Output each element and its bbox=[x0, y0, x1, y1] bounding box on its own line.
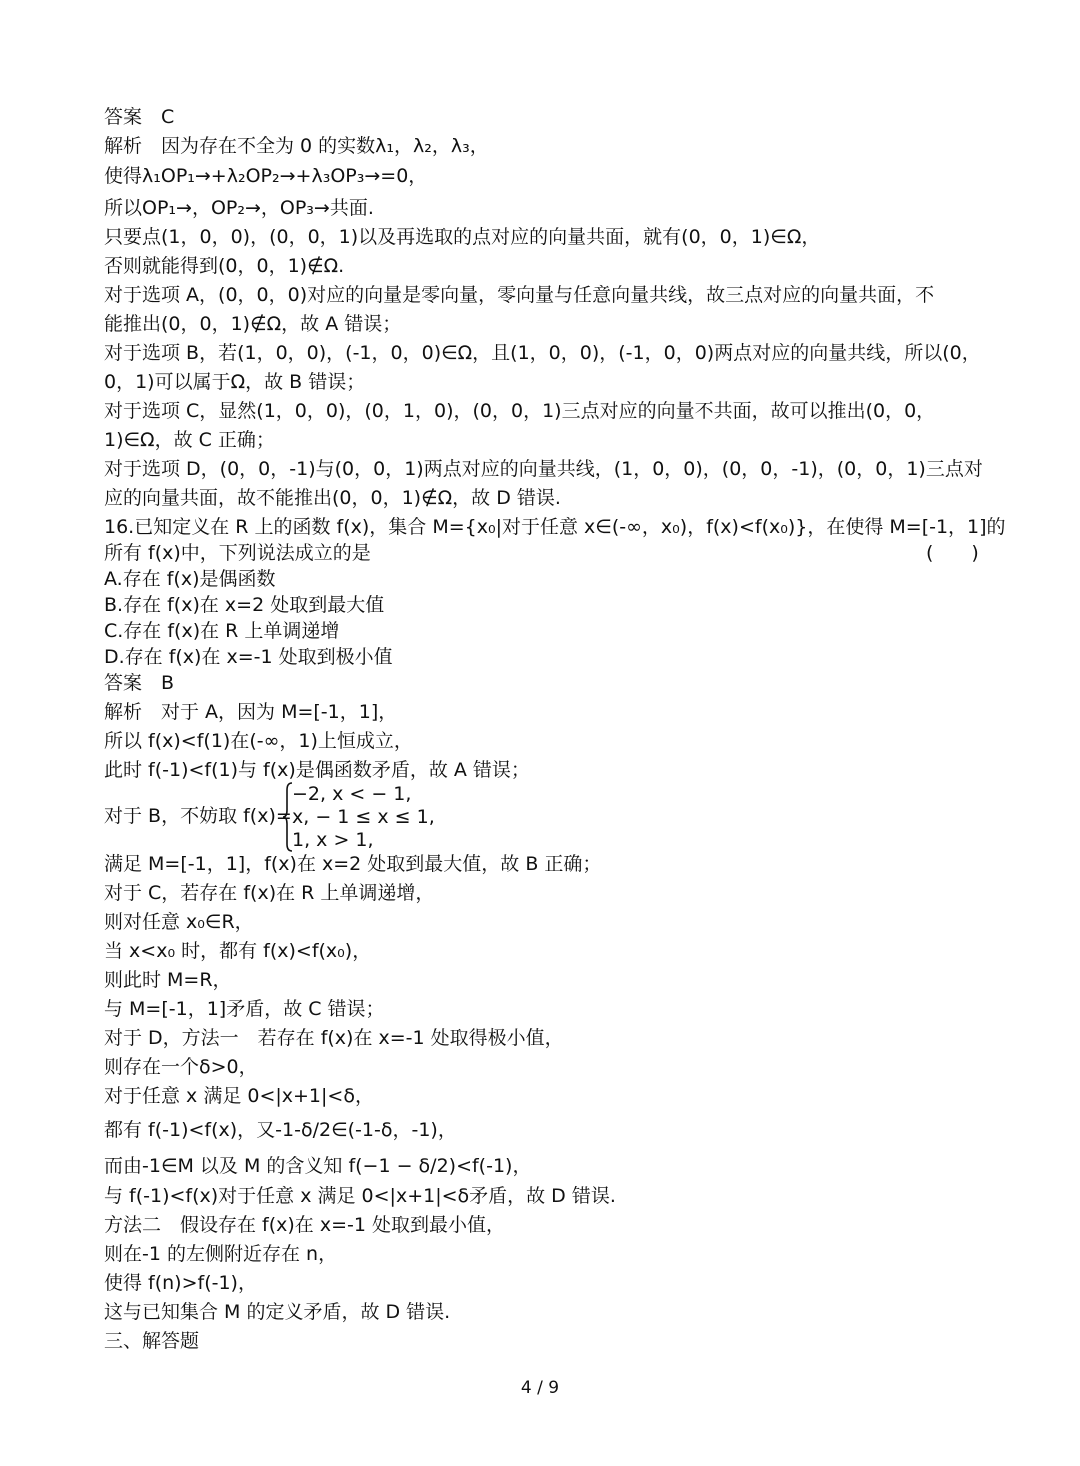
analysis-1-line: 只要点(1，0，0)，(0，0，1)以及再选取的点对应的向量共面，就有(0，0，1)∈Ω， bbox=[104, 226, 821, 248]
analysis-16-line: 对于 C，若存在 f(x)在 R 上单调递增， bbox=[104, 882, 435, 904]
analysis-16-line: 与 f(-1)<f(x)对于任意 x 满足 0<|x+1|<δ矛盾，故 D 错误. bbox=[104, 1185, 616, 1207]
analysis-16-line: 使得 f(n)>f(-1)， bbox=[104, 1272, 257, 1294]
analysis-16-line: 对于任意 x 满足 0<|x+1|<δ， bbox=[104, 1085, 374, 1107]
page-number: 4 / 9 bbox=[520, 1378, 560, 1398]
analysis-1-line: 能推出(0，0，1)∉Ω，故 A 错误； bbox=[104, 313, 402, 335]
analysis-1-line: 所以OP₁→，OP₂→，OP₃→共面. bbox=[104, 197, 374, 219]
analysis-1-line: 对于选项 B，若(1，0，0)，(-1，0，0)∈Ω，且(1，0，0)，(-1，0，0)两点对应的向量共线，所以(0， bbox=[104, 342, 981, 364]
analysis-16-line: 当 x<x₀ 时，都有 f(x)<f(x₀)， bbox=[104, 940, 372, 962]
analysis-16-line: 则对任意 x₀∈R， bbox=[104, 911, 254, 933]
analysis-1-line: 应的向量共面，故不能推出(0，0，1)∉Ω，故 D 错误. bbox=[104, 487, 561, 509]
option-a: A.存在 f(x)是偶函数 bbox=[104, 568, 276, 590]
analysis-16-line: 对于 D，方法一 若存在 f(x)在 x=-1 处取得极小值， bbox=[104, 1027, 564, 1049]
option-c: C.存在 f(x)在 R 上单调递增 bbox=[104, 620, 340, 642]
option-d: D.存在 f(x)在 x=-1 处取到极小值 bbox=[104, 646, 393, 668]
analysis-1-line: 1)∈Ω，故 C 正确； bbox=[104, 429, 275, 451]
analysis-16-line: 满足 M=[-1，1]，f(x)在 x=2 处取到最大值，故 B 正确； bbox=[104, 853, 602, 875]
answer-16: 答案 B bbox=[104, 672, 175, 694]
analysis-1-line: 对于选项 C，显然(1，0，0)，(0，1，0)，(0，0，1)三点对应的向量不共面，故可以推出(0，0， bbox=[104, 400, 936, 422]
analysis-16-line: 则在-1 的左侧附近存在 n， bbox=[104, 1243, 338, 1265]
analysis-16-line: 解析 对于 A，因为 M=[-1，1]， bbox=[104, 701, 398, 723]
analysis-16-line: 都有 f(-1)<f(x)，又-1-δ/2∈(-1-δ，-1)， bbox=[104, 1119, 457, 1141]
answer-1: 答案 C bbox=[104, 106, 175, 128]
analysis-16-line: 而由-1∈M 以及 M 的含义知 f(−1 − δ/2)<f(-1)， bbox=[104, 1155, 532, 1177]
piecewise-row: x, − 1 ≤ x ≤ 1, bbox=[292, 806, 435, 828]
analysis-16-line: 所以 f(x)<f(1)在(-∞，1)上恒成立， bbox=[104, 730, 413, 752]
analysis-1-line: 0，1)可以属于Ω，故 B 错误； bbox=[104, 371, 366, 393]
analysis-1-line: 否则就能得到(0，0，1)∉Ω. bbox=[104, 255, 345, 277]
question-16-stem: 16.已知定义在 R 上的函数 f(x)，集合 M={x₀|对于任意 x∈(-∞，x₀)，f(x)<f(x₀)}，在使得 M=[-1，1]的 bbox=[104, 516, 1006, 538]
analysis-1-line: 对于选项 A，(0，0，0)对应的向量是零向量，零向量与任意向量共线，故三点对应的向量共面，不 bbox=[104, 284, 935, 306]
piecewise-label: 对于 B，不妨取 f(x)= bbox=[104, 805, 292, 827]
analysis-16-line: 与 M=[-1，1]矛盾，故 C 错误； bbox=[104, 998, 385, 1020]
question-16-stem: 所有 f(x)中，下列说法成立的是 bbox=[104, 542, 371, 564]
analysis-1-line: 使得λ₁OP₁→+λ₂OP₂→+λ₃OP₃→=0， bbox=[104, 165, 428, 187]
analysis-16-line: 此时 f(-1)<f(1)与 f(x)是偶函数矛盾，故 A 错误； bbox=[104, 759, 530, 781]
analysis-16-line: 则此时 M=R， bbox=[104, 969, 232, 991]
section-heading: 三、解答题 bbox=[104, 1330, 200, 1352]
option-b: B.存在 f(x)在 x=2 处取到最大值 bbox=[104, 594, 385, 616]
analysis-1-line: 解析 因为存在不全为 0 的实数λ₁，λ₂，λ₃， bbox=[104, 135, 489, 157]
analysis-16-line: 方法二 假设存在 f(x)在 x=-1 处取到最小值， bbox=[104, 1214, 505, 1236]
answer-paren: ( ) bbox=[926, 542, 979, 564]
analysis-1-line: 对于选项 D，(0，0，-1)与(0，0，1)两点对应的向量共线，(1，0，0)，(0，0，-1)，(0，0，1)三点对 bbox=[104, 458, 983, 480]
piecewise-row: −2, x < − 1, bbox=[292, 783, 412, 805]
analysis-16-line: 则存在一个δ>0， bbox=[104, 1056, 258, 1078]
analysis-16-line: 这与已知集合 M 的定义矛盾，故 D 错误. bbox=[104, 1301, 451, 1323]
piecewise-row: 1, x > 1, bbox=[292, 829, 374, 851]
